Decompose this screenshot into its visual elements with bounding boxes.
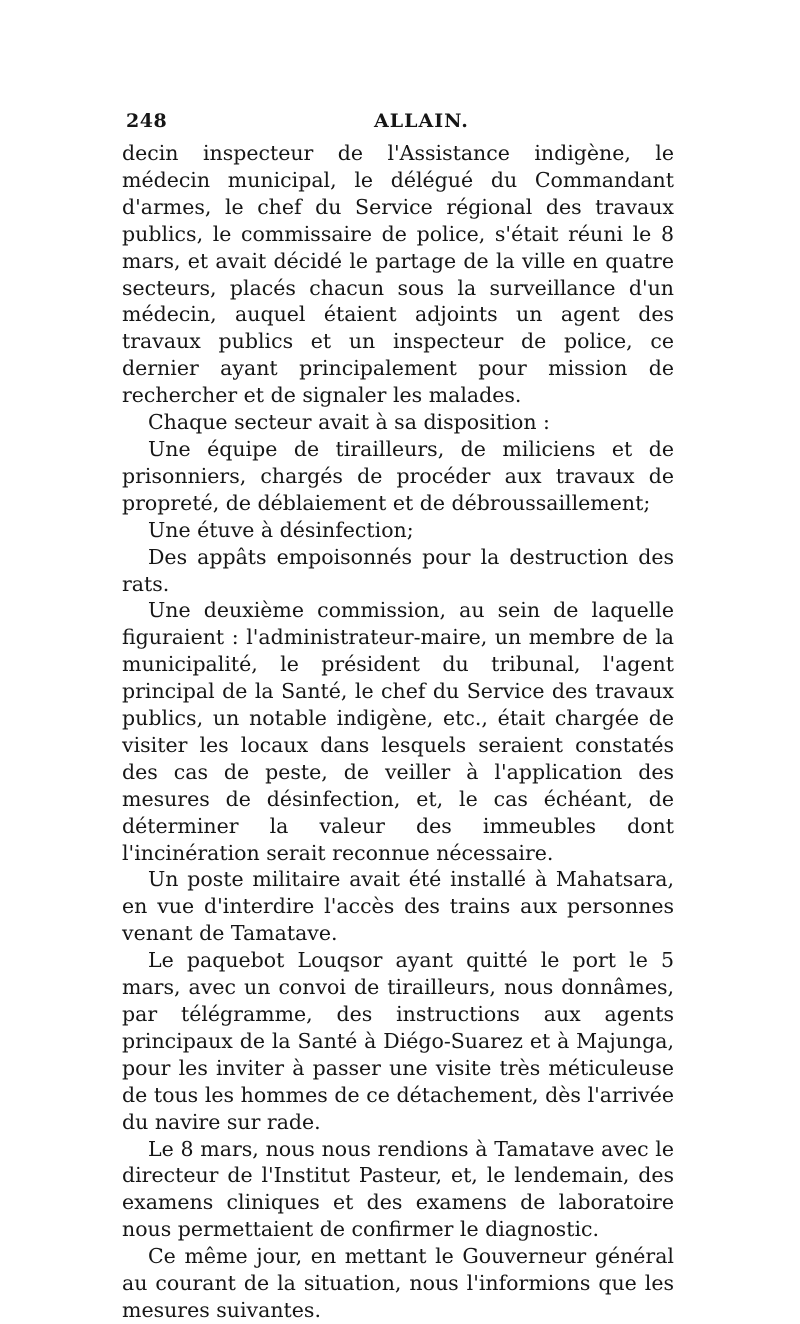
paragraph: Une deuxième commission, au sein de laquelle figuraient : l'administrateur-maire, un membre de la municipalité, le président du tribunal, l'agent principal de la Santé, le chef du Service des travaux publics, un notable indigène, etc., était chargée de visiter les locaux dans lesquels seraient constatés des cas de peste, de veiller à l'application des mesures de désinfection, et, le cas échéant, de déterminer la valeur des immeubles dont l'incinération serait reconnue nécessaire. — [122, 598, 674, 865]
body-text — [122, 140, 674, 1324]
paragraph: Le paquebot Louqsor ayant quitté le port le 5 mars, avec un convoi de tirailleurs, nous donnâmes, par télégramme, des instructions aux agents principaux de la Santé à Diégo-Suarez et à Majunga, pour les inviter à passer une visite très méticuleuse de tous les hommes de ce détachement, dès l'arrivée du navire sur rade. — [122, 948, 674, 1134]
paragraph: Un poste militaire avait été installé à Mahatsara, en vue d'interdire l'accès des trains aux personnes venant de Tamatave. — [122, 867, 674, 946]
paragraph: Le 8 mars, nous nous rendions à Tamatave avec le directeur de l'Institut Pasteur, et, le lendemain, des examens cliniques et des examens de laboratoire nous permettaient de confirmer le diagnostic. — [122, 1136, 674, 1242]
paragraph: Des appâts empoisonnés pour la destruction des rats. — [122, 544, 674, 596]
book-page — [122, 100, 674, 1324]
running-title: ALLAIN. — [374, 110, 469, 132]
paragraph: Chaque secteur avait à sa disposition : — [148, 410, 550, 435]
paragraph: Une équipe de tirailleurs, de miliciens et de prisonniers, chargés de procéder aux travaux de propreté, de déblaiement et de débroussaillement; — [122, 436, 674, 515]
paragraph: Ce même jour, en mettant le Gouverneur général au courant de la situation, nous l'informions que les mesures suivantes. — [122, 1244, 674, 1322]
page-header — [122, 100, 674, 140]
paragraph-continuation: decin inspecteur de l'Assistance indigène, le médecin municipal, le délégué du Commandant d'armes, le chef du Service régional des travaux publics, le commissaire de police, s'était réuni le 8 mars, et avait décidé le partage de la ville en quatre secteurs, placés chacun sous la surveillance d'un médecin, auquel étaient adjoints un agent des travaux publics et un inspecteur de police, ce dernier ayant principalement pour mission de rechercher et de signaler les malades. — [122, 141, 674, 408]
page-number: 248 — [126, 110, 168, 132]
paragraph: Une étuve à désinfection; — [148, 517, 414, 542]
